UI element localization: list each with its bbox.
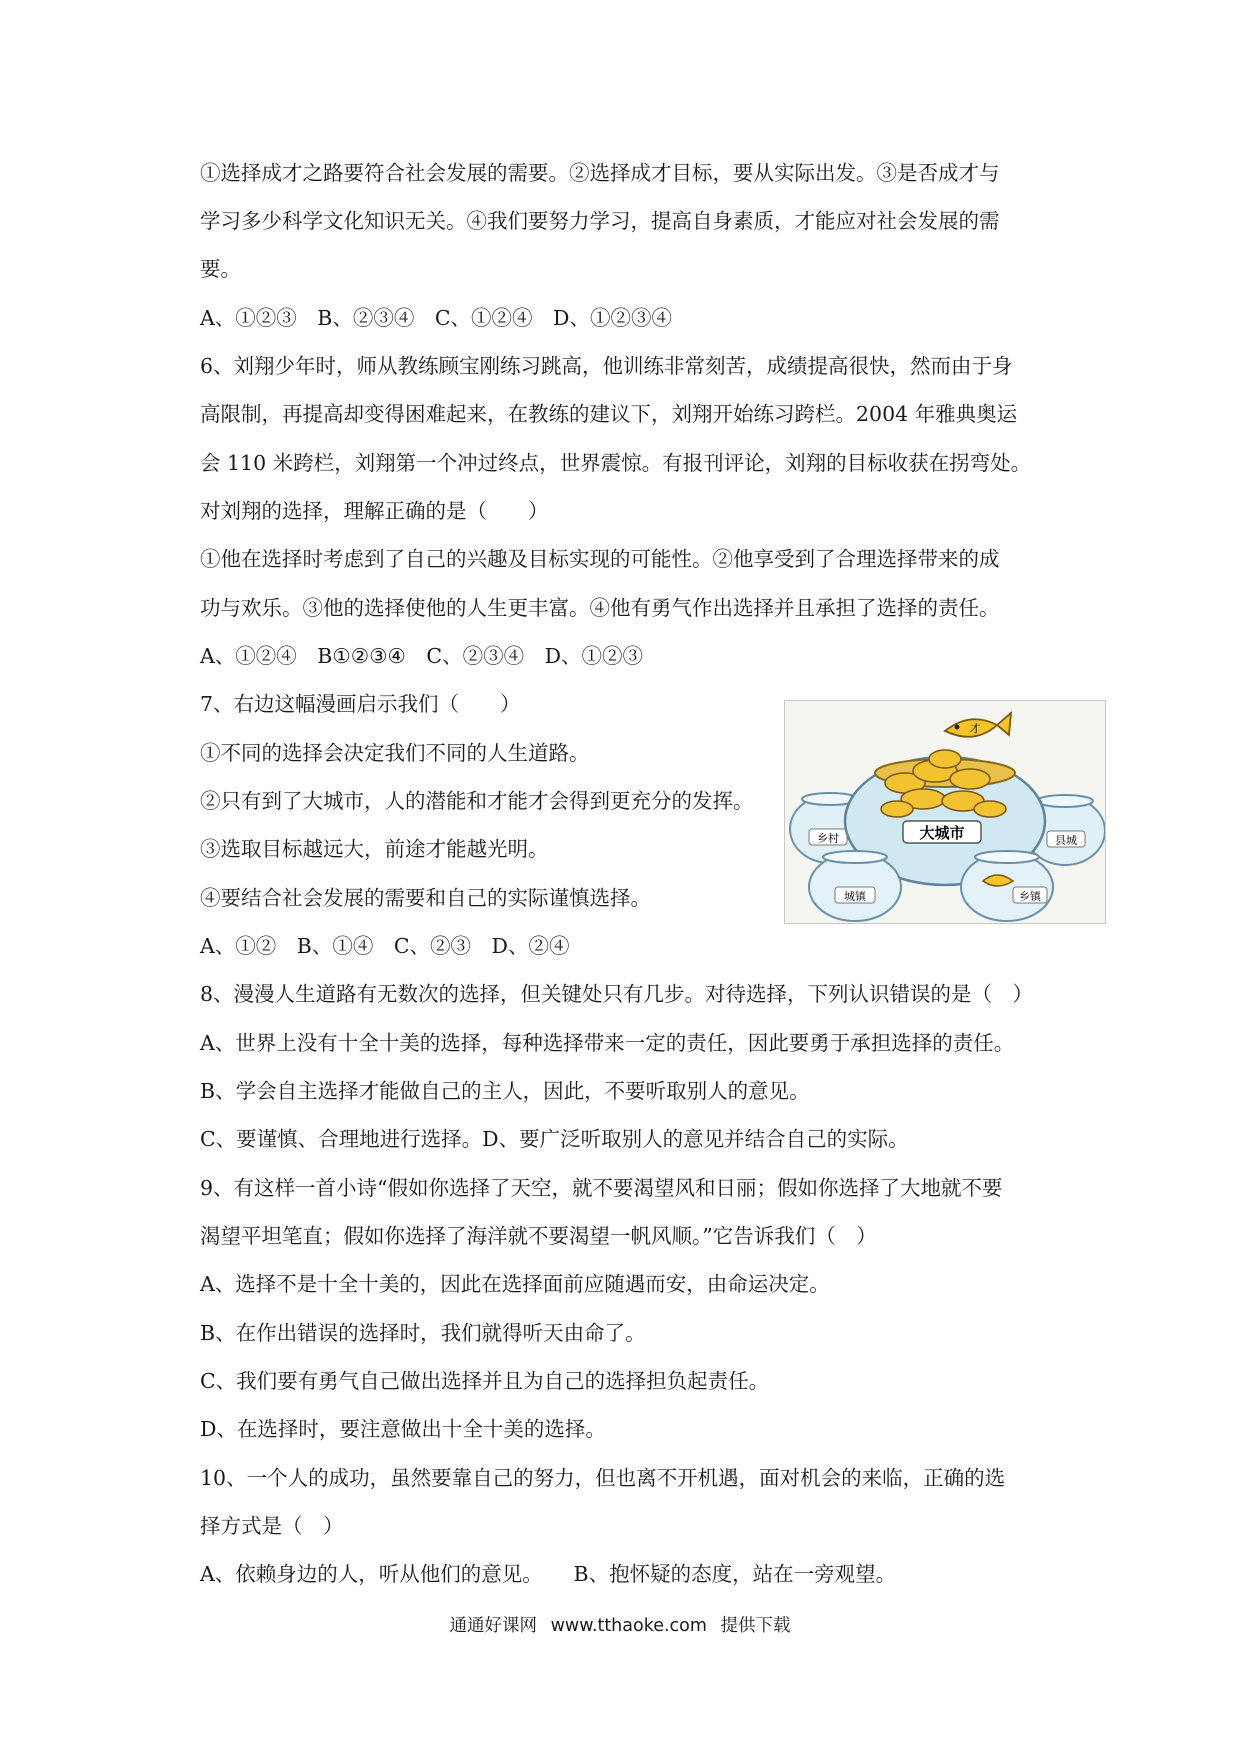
q9-stem-line-1: 9、有这样一首小诗“假如你选择了天空，就不要渴望风和日丽；假如你选择了大地就不要 xyxy=(200,1176,1003,1200)
cartoon-drawing xyxy=(785,701,1105,923)
bowl-left-label: 乡村 xyxy=(817,832,839,845)
q5-options-line-2: 学习多少科学文化知识无关。④我们要努力学习，提高自身素质，才能应对社会发展的需 xyxy=(200,209,1000,233)
q9-option-d: D、在选择时，要注意做出十全十美的选择。 xyxy=(200,1417,606,1441)
q9-option-c: C、我们要有勇气自己做出选择并且为自己的选择担负起责任。 xyxy=(200,1369,770,1393)
q8-stem: 8、漫漫人生道路有无数次的选择，但关键处只有几步。对待选择，下列认识错误的是（ ） xyxy=(200,982,1034,1006)
q6-stem-line-4: 对刘翔的选择，理解正确的是（ ） xyxy=(200,499,549,523)
fish-label: 才 xyxy=(969,722,981,735)
q8-option-b: B、学会自主选择才能做自己的主人，因此，不要听取别人的意见。 xyxy=(200,1079,810,1103)
footer-suffix: 提供下载 xyxy=(720,1616,791,1636)
q7-option-4: ④要结合社会发展的需要和自己的实际谨慎选择。 xyxy=(200,886,651,910)
q6-stem-line-3: 会 110 米跨栏，刘翔第一个冲过终点，世界震惊。有报刊评论，刘翔的目标收获在拐弯处。 xyxy=(200,451,1032,475)
q6-stem-line-2: 高限制，再提高却变得困难起来，在教练的建议下，刘翔开始练习跨栏。2004 年雅典奥运 xyxy=(200,402,1018,426)
q7-option-1: ①不同的选择会决定我们不同的人生道路。 xyxy=(200,741,590,765)
q9-option-b: B、在作出错误的选择时，我们就得听天由命了。 xyxy=(200,1321,646,1345)
q5-options-line-1: ①选择成才之路要符合社会发展的需要。②选择成才目标，要从实际出发。③是否成才与 xyxy=(200,161,1000,185)
bowl-front-left-label: 城镇 xyxy=(844,890,866,903)
q10-options-ab: A、依赖身边的人，听从他们的意见。 B、抱怀疑的态度，站在一旁观望。 xyxy=(200,1562,897,1586)
footer-site-name: 通通好课网 xyxy=(449,1616,537,1636)
q8-option-cd: C、要谨慎、合理地进行选择。D、要广泛听取别人的意见并结合自己的实际。 xyxy=(200,1127,909,1151)
q10-stem-line-1: 10、一个人的成功，虽然要靠自己的努力，但也离不开机遇，面对机会的来临，正确的选 xyxy=(200,1466,1006,1490)
q7-answer-choices: A、①② B、①④ C、②③ D、②④ xyxy=(200,934,570,958)
q7-option-2: ②只有到了大城市，人的潜能和才能才会得到更充分的发挥。 xyxy=(200,789,754,813)
q10-stem-line-2: 择方式是（ ） xyxy=(200,1514,344,1538)
q6-stem-line-1: 6、刘翔少年时，师从教练顾宝刚练习跳高，他训练非常刻苦，成绩提高很快，然而由于身 xyxy=(200,354,1013,378)
bowl-right-label: 县城 xyxy=(1055,834,1077,847)
q6-answer-choices: A、①②④ B①②③④ C、②③④ D、①②③ xyxy=(200,644,644,668)
bowl-front-right-label: 乡镇 xyxy=(1019,890,1041,903)
footer-url-link[interactable]: www.tthaoke.com xyxy=(550,1616,707,1636)
q8-option-a: A、世界上没有十全十美的选择，每种选择带来一定的责任，因此要勇于承担选择的责任。 xyxy=(200,1031,1015,1055)
cartoon-fishbowls-image xyxy=(784,700,1106,924)
q6-options-line-2: 功与欢乐。③他的选择使他的人生更丰富。④他有勇气作出选择并且承担了选择的责任。 xyxy=(200,596,1000,620)
page-footer xyxy=(0,1612,1240,1637)
jumping-fish xyxy=(945,713,1011,737)
q7-stem: 7、右边这幅漫画启示我们（ ） xyxy=(200,692,521,716)
q5-answer-choices: A、①②③ B、②③④ C、①②④ D、①②③④ xyxy=(200,306,672,330)
q6-options-line-1: ①他在选择时考虑到了自己的兴趣及目标实现的可能性。②他享受到了合理选择带来的成 xyxy=(200,547,1000,571)
bowl-big-city-label: 大城市 xyxy=(919,824,965,842)
q9-option-a: A、选择不是十全十美的，因此在选择面前应随遇而安，由命运决定。 xyxy=(200,1272,830,1296)
q9-stem-line-2: 渴望平坦笔直；假如你选择了海洋就不要渴望一帆风顺。”它告诉我们（ ） xyxy=(200,1224,877,1248)
q7-option-3: ③选取目标越远大，前途才能越光明。 xyxy=(200,837,549,861)
q5-options-line-3: 要。 xyxy=(200,257,241,281)
